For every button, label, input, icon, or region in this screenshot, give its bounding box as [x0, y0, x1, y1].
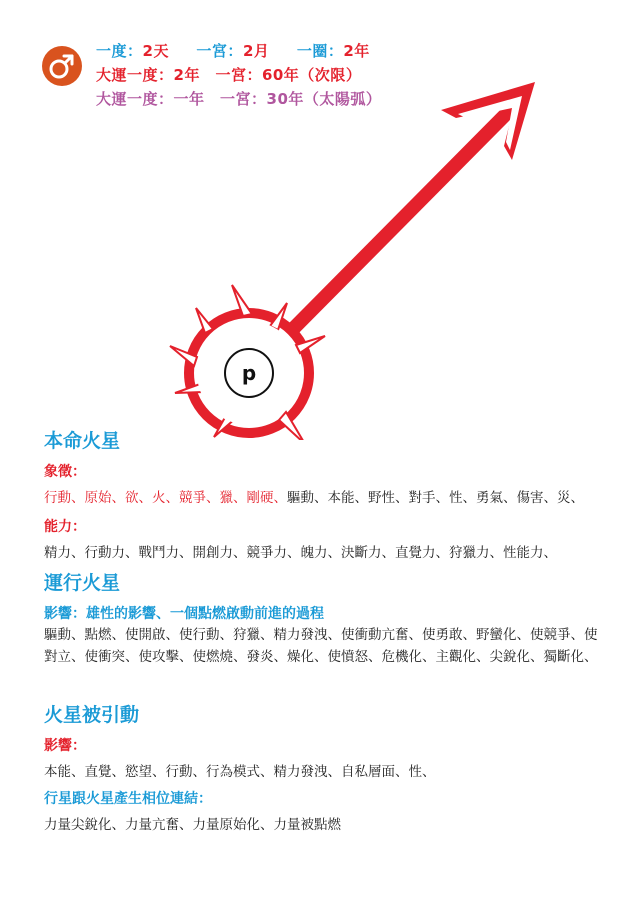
- transit-mars-section: [44, 570, 604, 668]
- symbol-label: 象徵：: [44, 464, 86, 480]
- symbol-text: [44, 487, 604, 509]
- mars-arrow-shaft: [290, 108, 512, 332]
- transit-influence-text: 驅動、點燃、使開啟、使行動、狩獵、精力發洩、使衝動亢奮、使勇敢、野蠻化、使競爭、使對立、使衝突、使攻擊、使燃燒、發炎、燥化、使憤怒、危機化、主觀化、尖銳化、獨斷化、: [44, 627, 598, 665]
- natal-mars-section: [44, 428, 604, 564]
- progression-line: 大運一度：2年 一宮：60年（次限）: [96, 66, 362, 84]
- degree-rate-line: 一度：2天 一宮：2月 一圈：2年: [96, 42, 370, 60]
- aspect-label: 行星跟火星產生相位連結：: [44, 791, 212, 807]
- solar-arc-line: 大運一度：一年 一宮：30年（太陽弧）: [96, 90, 382, 108]
- mars-glyph-diagram: [0, 0, 641, 440]
- mars-triggered-section: [44, 702, 604, 836]
- aspect-text: 力量尖銳化、力量亢奮、力量原始化、力量被點燃: [44, 817, 341, 833]
- ability-label: 能力：: [44, 519, 86, 535]
- symbol-rest: 驅動、本能、野性、對手、性、勇氣、傷害、災、: [287, 490, 584, 506]
- mars-triggered-title: 火星被引動: [44, 704, 140, 726]
- triggered-influence-label: 影響：: [44, 738, 86, 754]
- triggered-influence-text: 本能、直覺、慾望、行動、行為模式、精力發洩、自私層面、性、: [44, 764, 436, 780]
- p-marker: [225, 349, 273, 397]
- natal-mars-title: 本命火星: [44, 430, 121, 452]
- mars-arrow-head: [441, 82, 535, 160]
- content: [44, 428, 604, 842]
- p-marker-label: p: [241, 361, 257, 385]
- transit-mars-title: 運行火星: [44, 572, 121, 594]
- symbol-highlight: 行動、原始、欲、火、競爭、獵、剛硬、: [44, 490, 287, 506]
- transit-influence-label: 影響：雄性的影響、一個點燃啟動前進的過程: [44, 606, 324, 622]
- ability-text: 精力、行動力、戰鬥力、開創力、競爭力、魄力、決斷力、直覺力、狩獵力、性能力、: [44, 545, 557, 561]
